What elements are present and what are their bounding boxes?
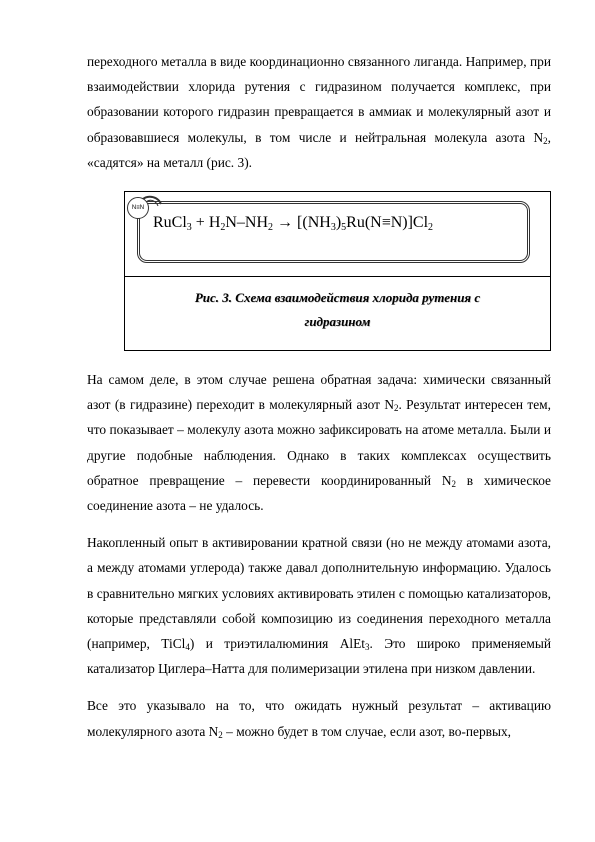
subscript: 2 xyxy=(543,135,548,146)
caption-line-2: гидразином xyxy=(304,314,371,330)
eq-part: RuCl xyxy=(153,214,187,232)
paragraph-4-text-end: – можно будет в том случае, если азот, во-первых, xyxy=(222,723,512,739)
page-content xyxy=(87,49,551,744)
eq-part: + H xyxy=(191,214,221,232)
figure-3 xyxy=(124,191,551,351)
eq-sub: 2 xyxy=(220,222,226,234)
paragraph-3 xyxy=(87,530,551,681)
subscript: 4 xyxy=(185,642,190,653)
caption-line-1: Рис. 3. Схема взаимодействия хлорида рутения с xyxy=(194,290,481,306)
eq-sub: 3 xyxy=(186,222,192,234)
subscript: 2 xyxy=(218,729,223,740)
eq-sub: 5 xyxy=(341,222,347,234)
eq-part: → [(NH xyxy=(273,214,331,232)
figure-equation-panel xyxy=(125,192,550,277)
eq-sub: 2 xyxy=(268,222,274,234)
paragraph-1-text: переходного металла в виде координационно связанного лиганда. Например, при взаимодействии хлорида рутения с гидразином получается комплекс, при образовании которого гидразин превращается в аммиак и молекулярный азот и образовавшиеся молекулы, в том числе и нейтральная молекула азота N xyxy=(87,54,551,145)
eq-part: N–NH xyxy=(225,214,269,232)
paragraph-2 xyxy=(87,367,551,518)
eq-sub: 3 xyxy=(330,222,336,234)
paragraph-3-text-mid: ) и триэтилалюминия AlEt xyxy=(189,636,365,652)
subscript: 2 xyxy=(451,478,456,489)
paragraph-3-text: Накопленный опыт в активировании кратной связи (но не между атомами азота, а между атомами углерода) также давал дополнительную информацию. Удалось в сравнительно мягких условиях активировать этилен с помощью катализаторов, которые представляли собой композицию из соединения переходного металла (например, TiCl xyxy=(87,535,551,652)
paragraph-2-text-mid: . Результат интересен тем, что показывает – молекулу азота можно зафиксировать на атоме металла. Были и другие подобные наблюдения. Однако в таких комплексах осуществить обратное превращение – перевести координированный N xyxy=(87,397,551,488)
eq-sub: 2 xyxy=(428,222,434,234)
paragraph-1-text-end: , «садятся» на металл (рис. 3). xyxy=(87,129,551,170)
eq-part: ) xyxy=(335,214,342,232)
figure-caption xyxy=(125,286,550,334)
reaction-equation xyxy=(153,214,433,232)
subscript: 2 xyxy=(394,403,399,414)
eq-part: Ru(N≡N)]Cl xyxy=(346,214,429,232)
paragraph-3-text-end: . Это широко применяемый катализатор Циглера–Натта для полимеризации этилена при низком давлении. xyxy=(87,636,551,677)
paragraph-2-text: На самом деле, в этом случае решена обратная задача: химически связанный азот (в гидразине) переходит в молекулярный азот N xyxy=(87,372,551,413)
paragraph-4 xyxy=(87,693,551,743)
paragraph-1 xyxy=(87,49,551,175)
paragraph-2-text-end: в химическое соединение азота – не удалось. xyxy=(87,472,551,514)
paragraph-4-text: Все это указывало на то, что ожидать нужный результат – активацию молекулярного азота N xyxy=(87,698,551,739)
nitrogen-badge-icon: N≡N xyxy=(127,197,149,219)
subscript: 3 xyxy=(365,642,370,653)
